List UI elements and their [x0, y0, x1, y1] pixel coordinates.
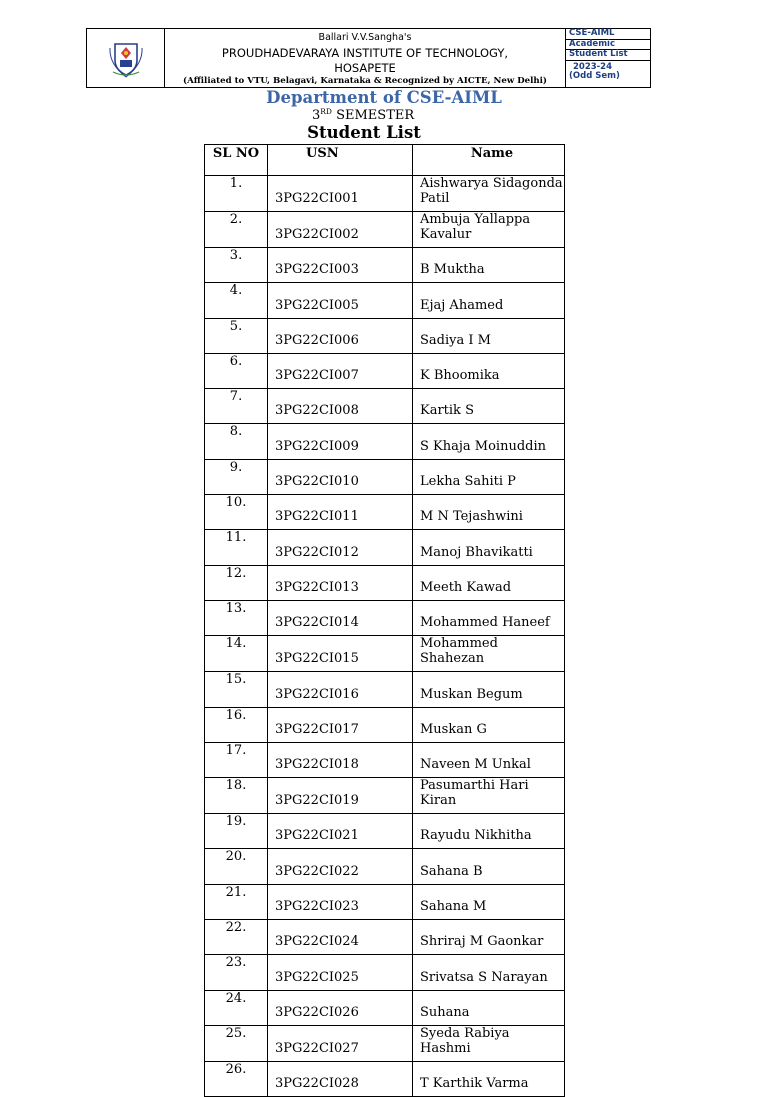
table-row [205, 672, 565, 707]
cell-slno: 22. [205, 920, 268, 955]
table-row [205, 495, 565, 530]
cell-usn: 3PG22CI003 [268, 248, 413, 283]
cell-usn: 3PG22CI015 [268, 636, 413, 672]
cell-usn: 3PG22CI016 [268, 672, 413, 707]
cell-slno: 8. [205, 424, 268, 459]
cell-usn: 3PG22CI022 [268, 849, 413, 884]
cell-usn: 3PG22CI011 [268, 495, 413, 530]
cell-usn: 3PG22CI001 [268, 176, 413, 212]
table-row [205, 742, 565, 777]
cell-slno: 10. [205, 495, 268, 530]
table-row [205, 248, 565, 283]
cell-name: Naveen M Unkal [413, 742, 565, 777]
department-title: Department of CSE-AIML [266, 88, 502, 107]
table-row [205, 424, 565, 459]
table-row [205, 318, 565, 353]
cell-slno: 26. [205, 1061, 268, 1096]
cell-usn: 3PG22CI023 [268, 884, 413, 919]
cell-usn: 3PG22CI007 [268, 353, 413, 388]
semester-number: 3 [312, 108, 321, 123]
meta-sem: (Odd Sem) [569, 71, 620, 82]
meta-doc: Student List [566, 49, 650, 61]
table-row [205, 884, 565, 919]
cell-slno: 17. [205, 742, 268, 777]
table-row [205, 353, 565, 388]
cell-usn: 3PG22CI012 [268, 530, 413, 565]
meta-dept: CSE-AIML [566, 29, 650, 40]
cell-usn: 3PG22CI021 [268, 814, 413, 849]
institute-crest-icon [107, 38, 145, 78]
cell-slno: 24. [205, 990, 268, 1025]
cell-usn: 3PG22CI010 [268, 459, 413, 494]
table-row [205, 283, 565, 318]
cell-name: Pasumarthi Hari Kiran [413, 778, 565, 814]
cell-name: Shriraj M Gaonkar [413, 920, 565, 955]
cell-slno: 19. [205, 814, 268, 849]
cell-usn: 3PG22CI002 [268, 212, 413, 248]
cell-name: Srivatsa S Narayan [413, 955, 565, 990]
cell-slno: 14. [205, 636, 268, 672]
semester-word: SEMESTER [336, 108, 415, 123]
table-row [205, 955, 565, 990]
cell-name: T Karthik Varma [413, 1061, 565, 1096]
cell-usn: 3PG22CI014 [268, 600, 413, 635]
cell-slno: 13. [205, 600, 268, 635]
cell-slno: 9. [205, 459, 268, 494]
cell-name: Lekha Sahiti P [413, 459, 565, 494]
cell-slno: 5. [205, 318, 268, 353]
cell-name: Syeda Rabiya Hashmi [413, 1025, 565, 1061]
cell-slno: 4. [205, 283, 268, 318]
cell-name: S Khaja Moinuddin [413, 424, 565, 459]
cell-name: Rayudu Nikhitha [413, 814, 565, 849]
cell-slno: 15. [205, 672, 268, 707]
cell-slno: 3. [205, 248, 268, 283]
cell-usn: 3PG22CI006 [268, 318, 413, 353]
table-row [205, 636, 565, 672]
document-header [86, 28, 651, 88]
cell-name: Ejaj Ahamed [413, 283, 565, 318]
cell-name: K Bhoomika [413, 353, 565, 388]
cell-usn: 3PG22CI013 [268, 565, 413, 600]
cell-usn: 3PG22CI008 [268, 389, 413, 424]
cell-slno: 6. [205, 353, 268, 388]
cell-name: Sahana M [413, 884, 565, 919]
cell-usn: 3PG22CI025 [268, 955, 413, 990]
cell-slno: 21. [205, 884, 268, 919]
cell-name: B Muktha [413, 248, 565, 283]
cell-usn: 3PG22CI024 [268, 920, 413, 955]
cell-name: Muskan G [413, 707, 565, 742]
cell-slno: 20. [205, 849, 268, 884]
logo-cell [87, 29, 165, 87]
table-row [205, 1061, 565, 1096]
table-row [205, 814, 565, 849]
cell-name: Sadiya I M [413, 318, 565, 353]
table-row [205, 565, 565, 600]
cell-usn: 3PG22CI017 [268, 707, 413, 742]
col-header-name: Name [413, 145, 565, 176]
table-row [205, 459, 565, 494]
cell-slno: 12. [205, 565, 268, 600]
table-header-row [205, 145, 565, 176]
cell-usn: 3PG22CI028 [268, 1061, 413, 1096]
institute-block [165, 29, 566, 87]
cell-usn: 3PG22CI009 [268, 424, 413, 459]
cell-slno: 11. [205, 530, 268, 565]
institute-name: PROUDHADEVARAYA INSTITUTE OF TECHNOLOGY, [221, 46, 509, 60]
table-row [205, 1025, 565, 1061]
cell-name: Kartik S [413, 389, 565, 424]
table-row [205, 530, 565, 565]
cell-usn: 3PG22CI005 [268, 283, 413, 318]
org-name: Ballari V.V.Sangha's [318, 32, 412, 43]
cell-name: Meeth Kawad [413, 565, 565, 600]
col-header-usn: USN [268, 145, 413, 176]
table-row [205, 778, 565, 814]
cell-name: Muskan Begum [413, 672, 565, 707]
cell-slno: 2. [205, 212, 268, 248]
document-meta [566, 29, 650, 87]
table-row [205, 990, 565, 1025]
cell-slno: 23. [205, 955, 268, 990]
cell-name: Suhana [413, 990, 565, 1025]
table-row [205, 212, 565, 248]
cell-slno: 7. [205, 389, 268, 424]
cell-slno: 18. [205, 778, 268, 814]
cell-slno: 1. [205, 176, 268, 212]
cell-name: Ambuja Yallappa Kavalur [413, 212, 565, 248]
cell-usn: 3PG22CI027 [268, 1025, 413, 1061]
cell-name: Aishwarya Sidagonda Patil [413, 176, 565, 212]
cell-slno: 16. [205, 707, 268, 742]
cell-name: Sahana B [413, 849, 565, 884]
meta-year: 2023-24 [573, 61, 613, 72]
table-row [205, 849, 565, 884]
meta-academic: Academic [569, 38, 616, 49]
institute-city: HOSAPETE [334, 61, 396, 75]
cell-usn: 3PG22CI018 [268, 742, 413, 777]
col-header-slno: SL NO [205, 145, 268, 176]
cell-name: Manoj Bhavikatti [413, 530, 565, 565]
cell-usn: 3PG22CI026 [268, 990, 413, 1025]
student-table [204, 144, 565, 1097]
table-row [205, 707, 565, 742]
cell-name: M N Tejashwini [413, 495, 565, 530]
table-row [205, 389, 565, 424]
cell-usn: 3PG22CI019 [268, 778, 413, 814]
cell-name: Mohammed Haneef [413, 600, 565, 635]
affiliation-note: (Affiliated to VTU, Belagavi, Karnataka & Recognized by AICTE, New Delhi) [183, 76, 547, 86]
cell-name: Mohammed Shahezan [413, 636, 565, 672]
page-title: Student List [307, 123, 421, 142]
semester-label [312, 107, 414, 123]
table-row [205, 600, 565, 635]
semester-suffix: RD [320, 107, 332, 116]
table-row [205, 920, 565, 955]
table-row [205, 176, 565, 212]
cell-slno: 25. [205, 1025, 268, 1061]
